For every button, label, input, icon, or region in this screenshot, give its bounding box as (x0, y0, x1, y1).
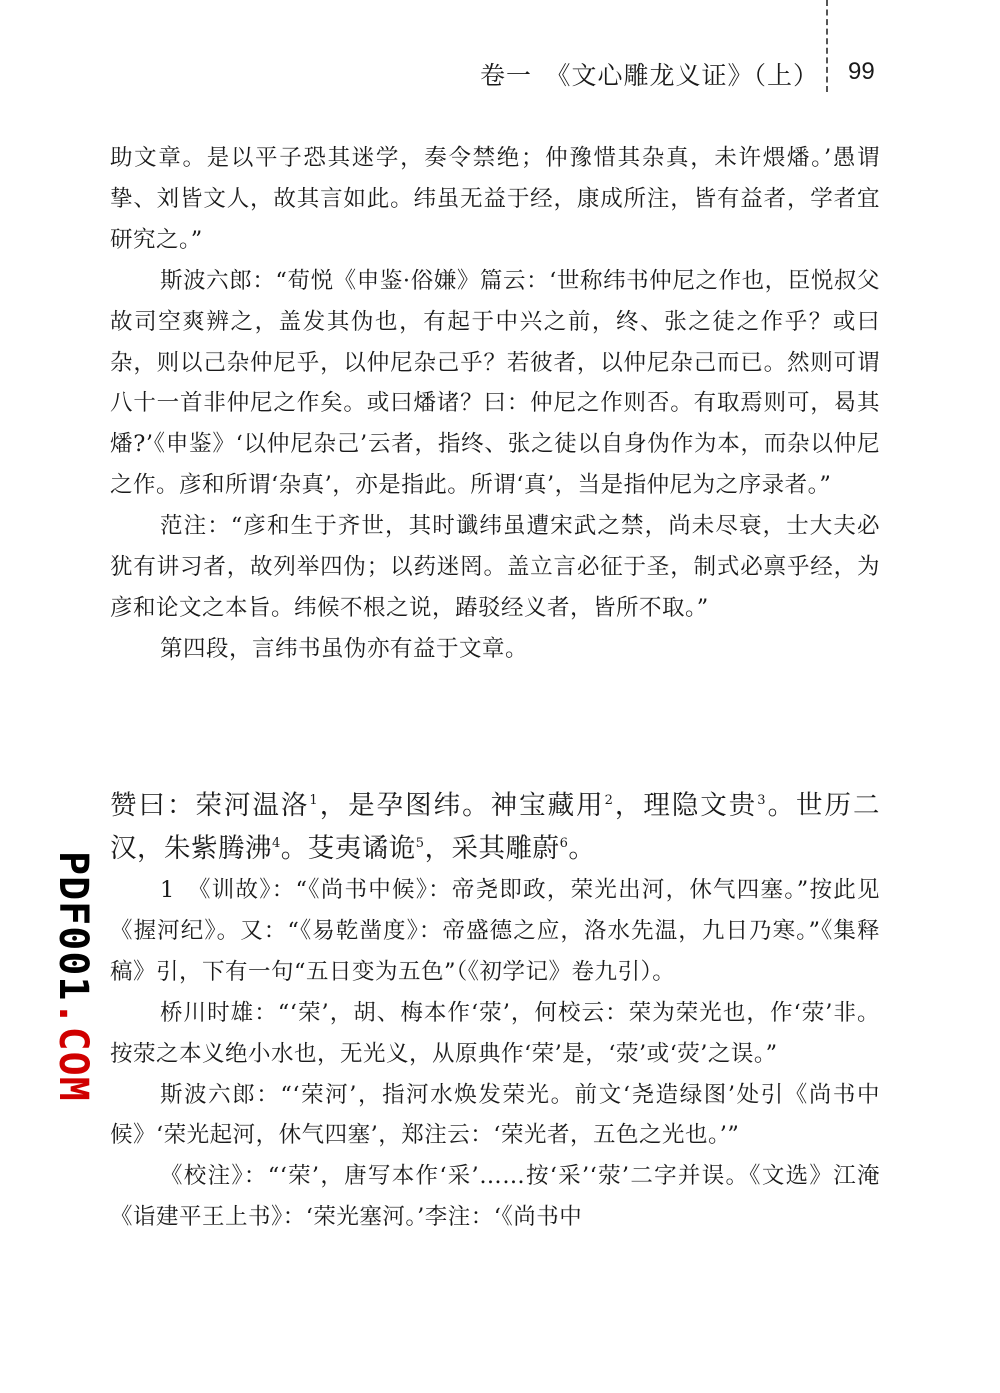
zan-verse (110, 784, 880, 870)
zan-text: 。世历二汉，朱紫腾沸 (110, 790, 881, 864)
note-paragraph: 《校注》：“‘荣’，唐写本作‘采’……按‘采’‘荥’二字并误。《文选》江淹《诣建平王上书》：‘荣光塞河。’李注：‘《尚书中 (110, 1163, 880, 1231)
page-number: 99 (848, 58, 875, 85)
zan-text: ，采其雕蔚 (424, 833, 560, 864)
note-paragraph: 斯波六郎：“‘荣河’，指河水焕发荣光。前文‘尧造绿图’处引《尚书中候》‘荣光起河，休气四塞’，郑注云：‘荣光者，五色之光也。’” (110, 1081, 880, 1149)
footnote-ref: 5 (415, 836, 425, 852)
note-paragraph: 桥川时雄：“‘荣’，胡、梅本作‘荥’，何校云：荣为荣光也，作‘荥’非。按荥之本义绝小水也，无光义，从原典作‘荣’是，‘荥’或‘荧’之误。” (110, 999, 880, 1067)
footnote-ref: 1 (309, 793, 319, 809)
note-paragraph: 1 《训故》：“《尚书中候》：帝尧即政，荣光出河，休气四塞。”按此见《握河纪》。又：“《易乾凿度》：帝盛德之应，洛水先温，九日乃寒。”《集释稿》引，下有一句“五日变为五色”（《初学记》卷九引）。 (110, 877, 880, 985)
header-dashed-rule (826, 0, 828, 92)
zan-text: 。芟夷谲诡 (280, 833, 416, 864)
watermark (50, 851, 96, 1102)
footnote-ref: 4 (272, 836, 281, 852)
zan-text: ，理隐文贵 (613, 790, 758, 821)
watermark-part1: PDF001 (50, 851, 96, 1002)
paragraph: 助文章。是以平子恐其迷学，奏令禁绝；仲豫惜其杂真，未许煨燔。’愚谓挚、刘皆文人，故其言如此。纬虽无益于经，康成所注，皆有益者，学者宜研究之。” (110, 145, 880, 253)
running-header: 卷一 《文心雕龙义证》（上） (480, 61, 820, 90)
zan-text: 。 (568, 833, 596, 864)
footnote-ref: 2 (604, 793, 614, 809)
watermark-part2: .COM (50, 1001, 96, 1102)
paragraph: 斯波六郎：“荀悦《申鉴·俗嫌》篇云：‘世称纬书仲尼之作也，臣悦叔父故司空爽辨之，盖发其伪也，有起于中兴之前，终、张之徒之作乎？或曰杂，则以己杂仲尼乎，以仲尼杂己乎？若彼者，以仲尼杂己而已。然则可谓八十一首非仲尼之作矣。或曰燔诸？曰：仲尼之作则否。有取焉则可，曷其燔?’《申鉴》‘以仲尼杂己’云者，指终、张之徒以自身伪作为本，而杂以仲尼之作。彦和所谓‘杂真’，亦是指此。所谓‘真’，当是指仲尼为之序录者。” (110, 267, 880, 499)
footnote-ref: 3 (757, 793, 767, 809)
section-zan (110, 784, 880, 1238)
zan-text: 赞曰：荣河温洛 (110, 790, 310, 821)
footnote-ref: 6 (559, 836, 569, 852)
zan-text: ，是孕图纬。神宝藏用 (318, 790, 605, 821)
section-commentary (110, 138, 880, 670)
paragraph-summary: 第四段，言纬书虽伪亦有益于文章。 (160, 635, 529, 662)
paragraph: 范注：“彦和生于齐世，其时谶纬虽遭宋武之禁，尚未尽衰，士大夫必犹有讲习者，故列举四伪；以药迷罔。盖立言必征于圣，制式必禀乎经，为彦和论文之本旨。纬候不根之说，踳驳经义者，皆所不取。” (110, 513, 880, 621)
